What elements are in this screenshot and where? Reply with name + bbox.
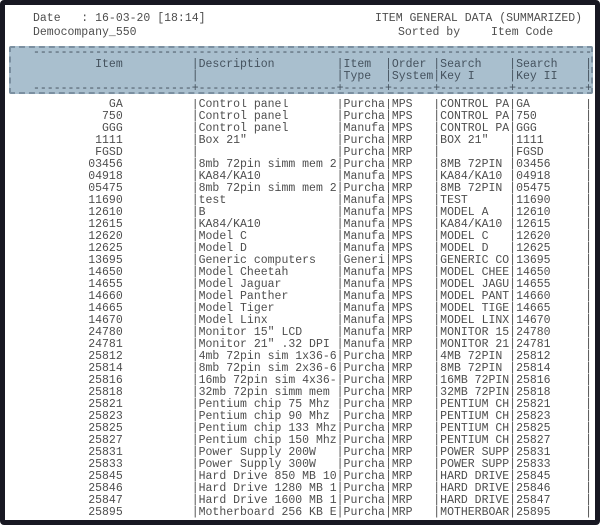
table-row: 14670 |Model Linx |Manufa|MPS |MODEL LINX|14670 | <box>33 314 592 327</box>
table-row: 25818 |32mb 72pin simm mem |Purcha|MRP |32MB 72PIN|25818 | <box>33 386 592 399</box>
table-row: GA |Control panel |Purcha|MPS |CONTROL PA|GA | <box>33 99 592 111</box>
header-bottom-rule: -----------------------+--------------------+------+------+----------+----------+ <box>33 82 592 95</box>
report-date: Date : 16-03-20 [18:14] <box>33 12 206 25</box>
table-row: 24781 |Monitor 21" .32 DPI |Manufa|MRP |MONITOR 21|24781 | <box>33 338 592 351</box>
table-row: 14650 |Model Cheetah |Manufa|MPS |MODEL CHEE|14650 | <box>33 266 592 279</box>
report-title: ITEM GENERAL DATA (SUMMARIZED) <box>375 12 583 25</box>
column-headers-line2: | |Type |System|Key I |Key II | <box>33 70 592 83</box>
table-row: 11690 |test |Manufa|MPS |TEST |11690 | <box>33 194 592 207</box>
table-row: 14660 |Model Panther |Manufa|MPS |MODEL PANT|14660 | <box>33 290 592 303</box>
table-row: 03456 |8mb 72pin simm mem 2|Purcha|MRP |8MB 72PIN |03456 | <box>33 158 592 171</box>
table-row: 12620 |Model C |Manufa|MPS |MODEL C |12620 | <box>33 230 592 243</box>
header-top-rule: --------------------------------------------------------------------------------- <box>33 46 592 59</box>
table-row: 750 |Control panel |Purcha|MPS |CONTROL PA|750 | <box>33 110 592 123</box>
table-row: 25825 |Pentium chip 133 Mhz|Purcha|MRP |PENTIUM CH|25825 | <box>33 422 592 435</box>
column-headers-line1: Item |Description |Item |Order |Search |Search | <box>33 58 592 71</box>
table-row: 14665 |Model Tiger |Manufa|MPS |MODEL TIGE|14665 | <box>33 302 592 315</box>
table-row: 25845 |Hard Drive 850 MB 10|Purcha|MRP |HARD DRIVE|25845 | <box>33 470 592 483</box>
table-row: 04918 |KA84/KA10 |Manufa|MPS |KA84/KA10 |04918 | <box>33 170 592 183</box>
table-row: 12610 |B |Manufa|MPS |MODEL A |12610 | <box>33 206 592 219</box>
table-row: 25833 |Power Supply 300W |Purcha|MRP |POWER SUPP|25833 | <box>33 458 592 471</box>
table-row: 25814 |8mb 72pin sim 2x36-6|Purcha|MRP |8MB 72PIN |25814 | <box>33 362 592 375</box>
table-row: 25846 |Hard Drive 1280 MB 1|Purcha|MRP |HARD DRIVE|25846 | <box>33 482 592 495</box>
table-row: 12625 |Model D |Manufa|MPS |MODEL D |12625 | <box>33 242 592 255</box>
table-row: 25895 |Motherboard 256 KB E|Purcha|MRP |MOTHERBOAR|25895 | <box>33 506 592 519</box>
sorted-by-value: Item Code <box>491 26 554 39</box>
table-row: GGG |Control panel |Manufa|MPS |CONTROL PA|GGG | <box>33 122 592 135</box>
table-row: 12615 |KA84/KA10 |Manufa|MPS |KA84/KA10 |12615 | <box>33 218 592 231</box>
table-row: 25831 |Power Supply 200W |Purcha|MRP |POWER SUPP|25831 | <box>33 446 592 459</box>
table-row: 14655 |Model Jaguar |Manufa|MPS |MODEL JAGU|14655 | <box>33 278 592 291</box>
table-body <box>33 99 599 520</box>
table-row: 25816 |16mb 72pin sim 4x36-|Purcha|MRP |16MB 72PIN|25816 | <box>33 374 592 387</box>
table-row: 13695 |Generic computers |Generi|MPS |GENERIC CO|13695 | <box>33 254 592 267</box>
sorted-by-label: Sorted by <box>398 26 461 39</box>
table-row: FGSD | |Purcha|MRP | |FGSD | <box>33 146 592 159</box>
table-row: 25812 |4mb 72pin sim 1x36-6|Purcha|MRP |4MB 72PIN |25812 | <box>33 350 592 363</box>
table-row: 1111 |Box 21" |Purcha|MRP |BOX 21" |1111 | <box>33 134 592 147</box>
table-row: 25821 |Pentium chip 75 Mhz |Purcha|MRP |PENTIUM CH|25821 | <box>33 398 592 411</box>
table-row: 24780 |Monitor 15" LCD |Manufa|MRP |MONITOR 15|24780 | <box>33 326 592 339</box>
table-row: 25827 |Pentium chip 150 Mhz|Purcha|MRP |PENTIUM CH|25827 | <box>33 434 592 447</box>
table-row: 25847 |Hard Drive 1600 MB 1|Purcha|MRP |HARD DRIVE|25847 | <box>33 494 592 507</box>
table-row: 05475 |8mb 72pin simm mem 2|Purcha|MRP |8MB 72PIN |05475 | <box>33 182 592 195</box>
company-name: Democompany_550 <box>33 26 137 39</box>
table-header <box>33 47 592 95</box>
table-row: 25823 |Pentium chip 90 Mhz |Purcha|MRP |PENTIUM CH|25823 | <box>33 410 592 423</box>
